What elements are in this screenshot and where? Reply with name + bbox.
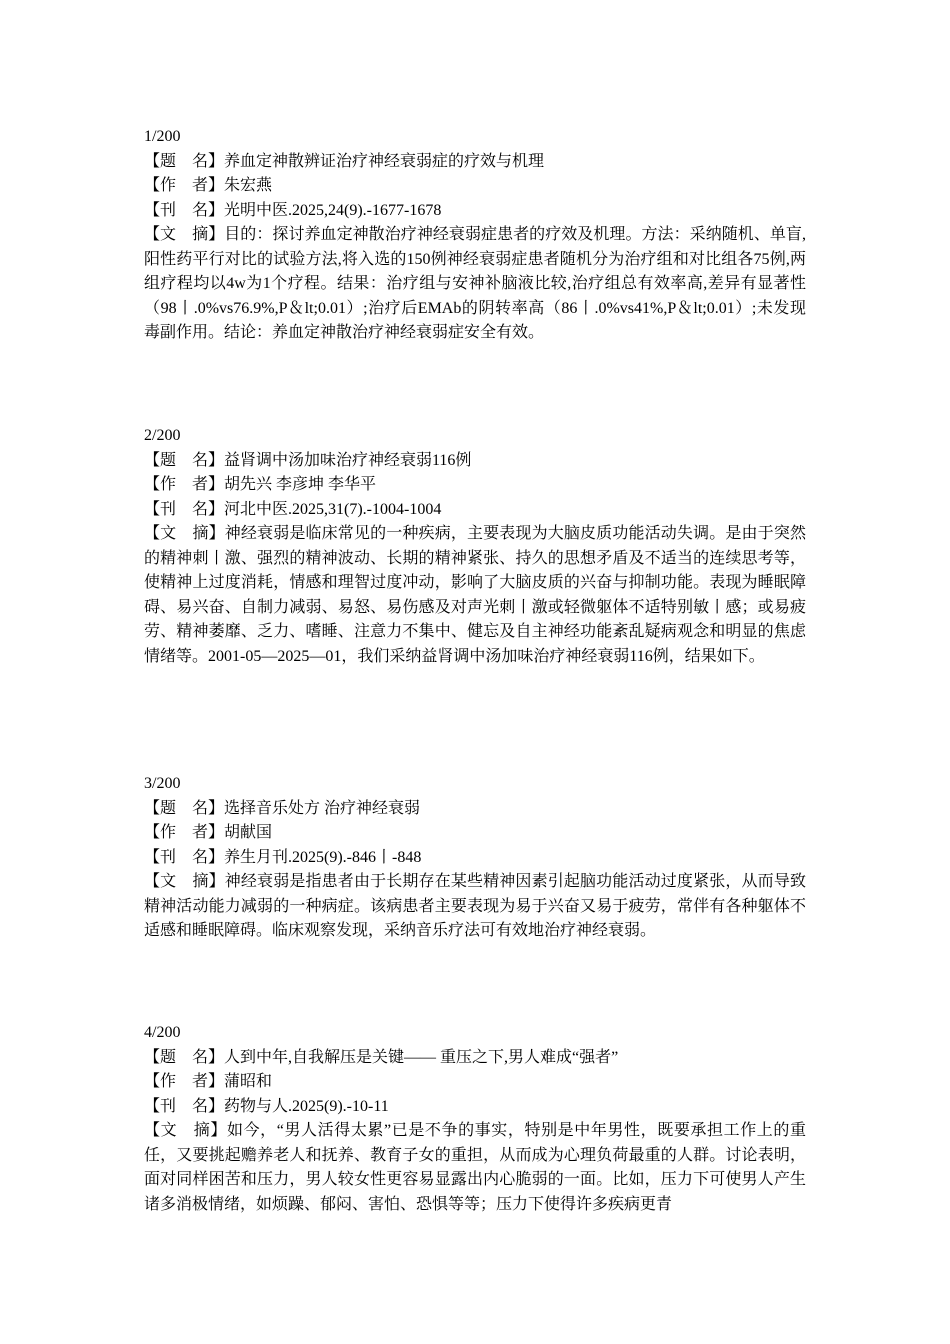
author-line [144,821,806,846]
journal-value: 河北中医.2025,31(7).-1004-1004 [224,500,442,518]
title-label: 【题 名】 [144,1048,225,1066]
title-label: 【题 名】 [144,799,225,817]
author-label: 【作 者】 [144,476,225,493]
abstract-label: 【文 摘】 [144,1122,227,1139]
title-line [144,150,806,175]
journal-label: 【刊 名】 [144,500,225,518]
record-index: 4/200 [144,1024,181,1041]
record-2 [144,424,806,669]
title-value: 选择音乐处方 治疗神经衰弱 [224,799,421,817]
title-label: 【题 名】 [144,152,225,170]
record-4 [144,1021,806,1217]
journal-label: 【刊 名】 [144,1097,225,1115]
abstract-label: 【文 摘】 [144,525,225,542]
author-line [144,174,806,199]
author-line [144,473,806,498]
record-index: 1/200 [144,128,181,145]
journal-label: 【刊 名】 [144,201,225,219]
journal-value: 光明中医.2025,24(9).-1677-1678 [224,201,442,219]
title-line [144,449,806,474]
record-1 [144,125,806,346]
title-label: 【题 名】 [144,451,225,469]
abstract-paragraph [144,1119,806,1217]
abstract-text: 神经衰弱是临床常见的一种疾病，主要表现为大脑皮质功能活动失调。是由于突然的精神刺丨激、强烈的精神波动、长期的精神紧张、持久的思想矛盾及不适当的连续思考等，使精神上过度消耗，情感和理智过度冲动，影响了大脑皮质的兴奋与抑制功能。表现为睡眠障碍、易兴奋、自制力减弱、易怒、易伤感及对声光刺丨激或轻微躯体不适特别敏丨感；或易疲劳、精神萎靡、乏力、嗜睡、注意力不集中、健忘及自主神经功能紊乱疑病观念和明显的焦虑情绪等。2001-05—2025—01，我们采纳益肾调中汤加味治疗神经衰弱116例，结果如下。 [144,525,806,665]
record-index: 2/200 [144,427,181,444]
record-index: 3/200 [144,775,181,792]
author-label: 【作 者】 [144,1073,225,1090]
journal-line [144,1095,806,1120]
title-line [144,1046,806,1071]
journal-line [144,498,806,523]
journal-label: 【刊 名】 [144,848,225,866]
abstract-paragraph [144,522,806,669]
abstract-text: 目的：探讨养血定神散治疗神经衰弱症患者的疗效及机理。方法：采纳随机、单盲,阳性药平行对比的试验方法,将入选的150例神经衰弱症患者随机分为治疗组和对比组各75例,两组疗程均以4w为1个疗程。结果：治疗组与安神补脑液比较,治疗组总有效率高,差异有显著性（98丨.0%vs76.9%,P＆lt;0.01）;治疗后EMAb的阴转率高（86丨.0%vs41%,P＆lt;0.01）;未发现毒副作用。结论：养血定神散治疗神经衰弱症安全有效。 [144,226,806,341]
abstract-paragraph [144,870,806,944]
title-line [144,797,806,822]
title-value: 养血定神散辨证治疗神经衰弱症的疗效与机理 [224,152,545,170]
abstract-label: 【文 摘】 [144,873,225,890]
abstract-text: 如今，“男人活得太累”已是不争的事实，特别是中年男性，既要承担工作上的重任，又要挑起赡养老人和抚养、教育子女的重担，从而成为心理负荷最重的人群。讨论表明，面对同样困苦和压力，男人较女性更容易显露出内心脆弱的一面。比如，压力下可使男人产生诸多消极情绪，如烦躁、郁闷、害怕、恐惧等等；压力下使得许多疾病更青 [144,1122,806,1213]
journal-line [144,846,806,871]
author-value: 朱宏燕 [224,177,273,194]
author-line [144,1070,806,1095]
abstract-label: 【文 摘】 [144,226,225,243]
author-label: 【作 者】 [144,177,225,194]
abstract-paragraph [144,223,806,346]
author-value: 胡献国 [224,824,273,841]
author-label: 【作 者】 [144,824,225,841]
journal-value: 药物与人.2025(9).-10-11 [224,1097,389,1115]
author-value: 蒲昭和 [224,1073,273,1090]
abstract-text: 神经衰弱是指患者由于长期存在某些精神因素引起脑功能活动过度紧张，从而导致精神活动能力减弱的一种病症。该病患者主要表现为易于兴奋又易于疲劳，常伴有各种躯体不适感和睡眠障碍。临床观察发现，采纳音乐疗法可有效地治疗神经衰弱。 [144,873,806,939]
record-3 [144,772,806,944]
author-value: 胡先兴 李彦坤 李华平 [224,476,377,493]
title-value: 人到中年,自我解压是关键—— 重压之下,男人难成“强者” [224,1048,619,1066]
journal-value: 养生月刊.2025(9).-846丨-848 [224,848,422,866]
title-value: 益肾调中汤加味治疗神经衰弱116例 [224,451,472,469]
journal-line [144,199,806,224]
